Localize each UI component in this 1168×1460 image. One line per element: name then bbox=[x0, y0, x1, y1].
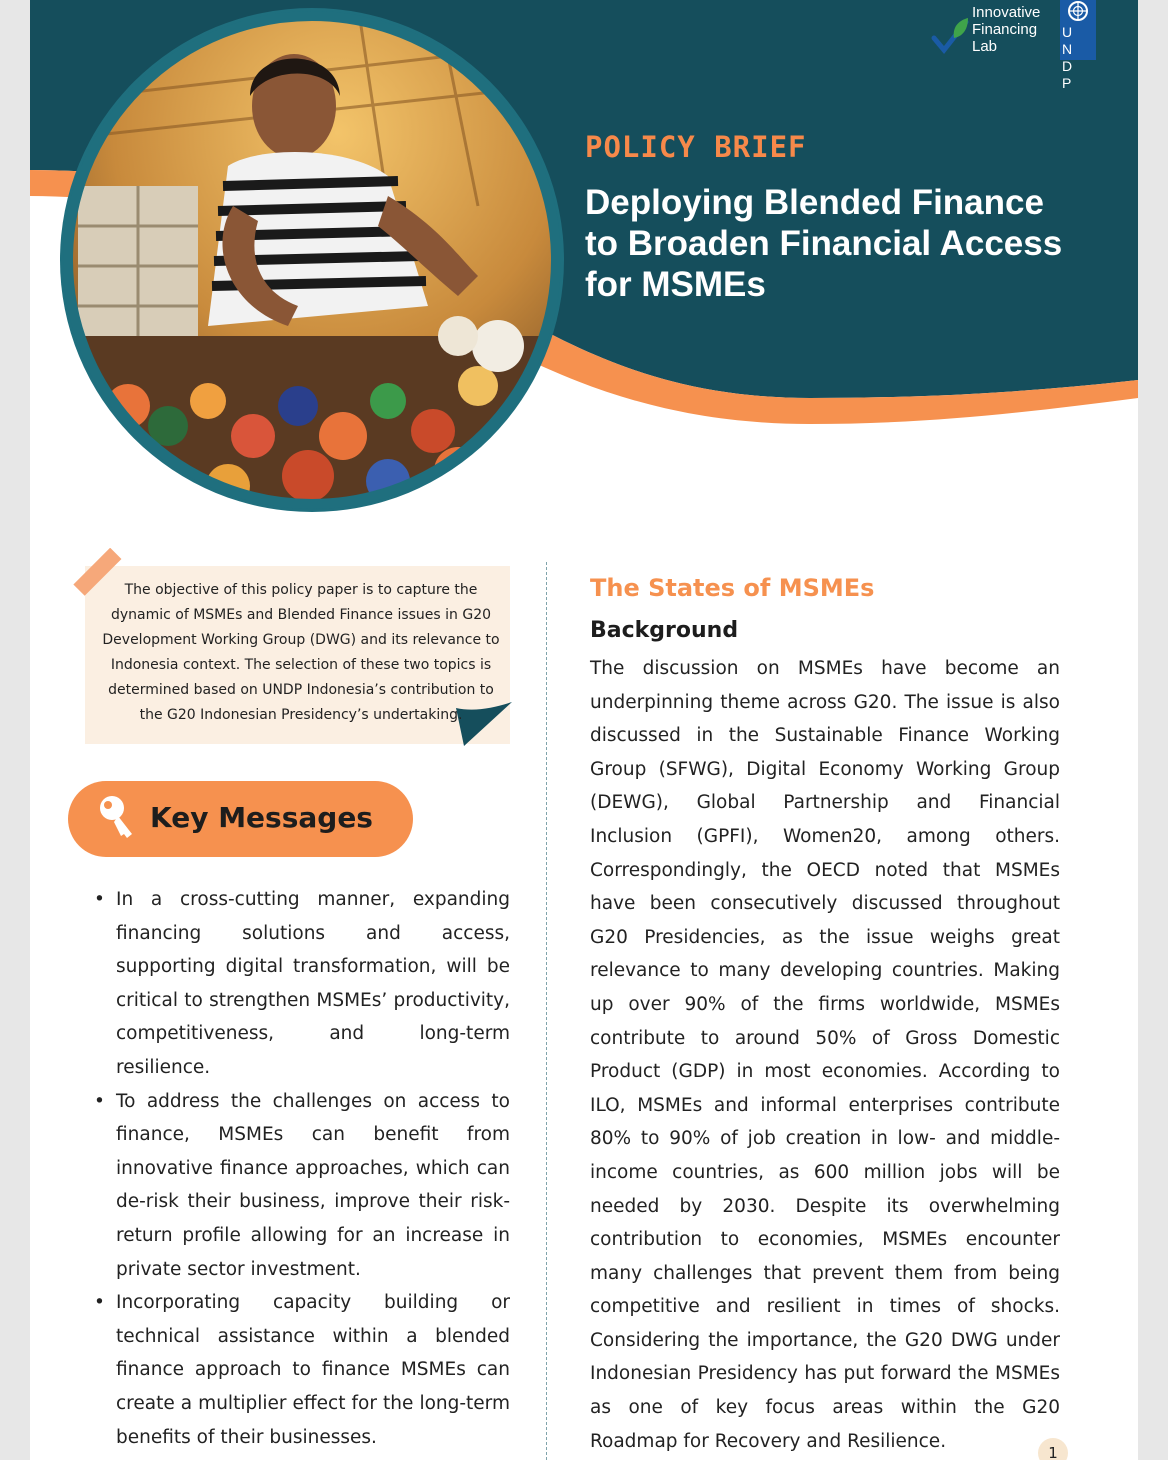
bullet-icon: • bbox=[94, 1090, 105, 1112]
leaf-check-icon bbox=[930, 16, 970, 56]
key-messages-list bbox=[94, 883, 510, 1454]
subsection-heading: Background bbox=[590, 618, 739, 643]
title-line-1: Deploying Blended Finance bbox=[585, 183, 1044, 222]
bullet-icon: • bbox=[94, 1292, 105, 1314]
key-message-text: Incorporating capacity building or technical assistance within a blended finance approach to finance MSMEs can create a multiplier effect for the long-term benefits of their businesses. bbox=[116, 1292, 510, 1448]
un-emblem-icon bbox=[1060, 0, 1096, 24]
page-number: 1 bbox=[1038, 1438, 1068, 1460]
title-line-3: for MSMEs bbox=[585, 265, 766, 304]
key-message-text: To address the challenges on access to finance, MSMEs can benefit from innovative finance approaches, which can de-risk their business, improve their risk-return profile allowing for an increase in private sector investment. bbox=[116, 1090, 510, 1280]
policy-brief-page bbox=[30, 0, 1138, 1460]
key-message-item bbox=[94, 883, 510, 1085]
key-icon bbox=[96, 794, 140, 844]
background-paragraph: The discussion on MSMEs have become an underpinning theme across G20. The issue is also discussed in the Sustainable Finance Working Group (SFWG), Digital Economy Working Group (DEWG), Global Partnership and Financial Inclusion (GPFI), Women20, among others. Correspondingly, the OECD noted that MSMEs have been consecutively discussed throughout G20 Presidencies, as the issue weighs great relevance to many developing countries. Making up over 90% of the firms worldwide, MSMEs contribute to around 50% of Gross Domestic Product (GDP) in most economies. According to ILO, MSMEs and informal enterprises contribute 80% to 90% of job creation in low- and middle-income countries, as 600 million jobs will be needed by 2030. Despite its overwhelming contribution to economies, MSMEs encounter many challenges that prevent them from being competitive and resilient in times of shocks. Considering the importance, the G20 DWG under Indonesian Presidency has put forward the MSMEs as one of key focus areas within the G20 Roadmap for Recovery and Resilience. bbox=[590, 658, 1060, 1452]
document-title bbox=[585, 182, 1125, 305]
title-line-2: to Broaden Financial Access bbox=[585, 224, 1063, 263]
key-message-item bbox=[94, 1085, 510, 1287]
column-divider bbox=[546, 562, 547, 1460]
undp-line-2: D P bbox=[1062, 58, 1079, 91]
ifl-line-2: Financing bbox=[972, 21, 1038, 38]
key-message-item bbox=[94, 1286, 510, 1454]
artisan-photo bbox=[58, 6, 566, 514]
innovative-financing-lab-logo bbox=[930, 4, 1060, 60]
key-messages-heading: Key Messages bbox=[150, 801, 373, 834]
section-heading: The States of MSMEs bbox=[590, 574, 875, 602]
undp-line-1: U N bbox=[1062, 24, 1079, 57]
undp-letters bbox=[1062, 24, 1094, 92]
ifl-wordmark bbox=[972, 4, 1040, 55]
ifl-line-1: Innovative bbox=[972, 4, 1041, 21]
bullet-icon: • bbox=[94, 889, 105, 910]
ifl-line-3: Lab bbox=[972, 38, 998, 55]
key-message-text: In a cross-cutting manner, expanding financing solutions and access, supporting digital transformation, will be critical to strengthen MSMEs’ productivity, competitiveness, and long-term resilience. bbox=[116, 889, 510, 1078]
objective-text: The objective of this policy paper is to capture the dynamic of MSMEs and Blended Finance issues in G20 Development Working Group (DWG) and its relevance to Indonesia context. The selection of these two topics is determined based on UNDP Indonesia’s contribution to the G20 Indonesian Presidency’s undertaking. bbox=[102, 582, 500, 723]
document-type-label: POLICY BRIEF bbox=[585, 130, 807, 164]
